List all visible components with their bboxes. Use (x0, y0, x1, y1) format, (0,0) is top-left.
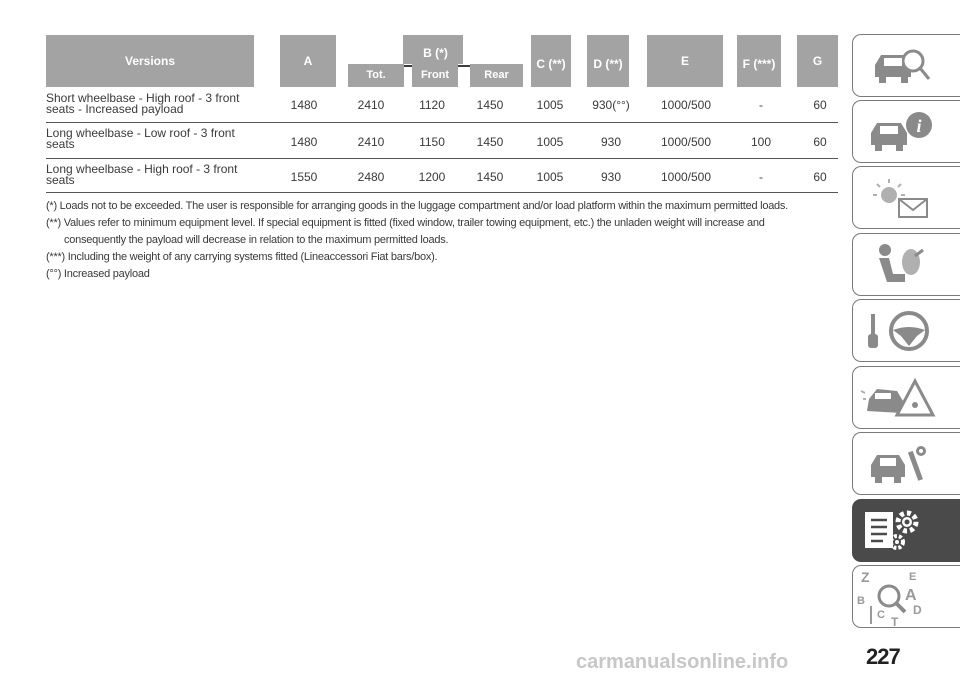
header-d: D (**) (587, 35, 629, 87)
cell-a: 1480 (290, 135, 318, 149)
index-letter: D (913, 603, 922, 617)
cell-f: - (759, 98, 763, 112)
header-b-rear: Rear (470, 64, 523, 87)
car-search-icon (853, 35, 960, 98)
watermark: carmanualsonline.info (576, 651, 789, 673)
warning-lights-message-icon (853, 167, 960, 230)
index-letter: T (891, 615, 899, 629)
header-f: F (***) (737, 35, 781, 87)
row-version: Short wheelbase - High roof - 3 front seats - Increased payload (46, 91, 240, 116)
header-e: E (647, 35, 723, 87)
seat-airbag-icon (853, 234, 960, 297)
cell-d: 930 (600, 135, 622, 149)
sidebar-tab-car-maintenance[interactable] (852, 432, 960, 495)
cell-front: 1150 (419, 135, 445, 149)
cell-g: 60 (813, 98, 827, 112)
cell-e: 1000/500 (660, 170, 712, 184)
index-letter: Z (861, 569, 870, 585)
alphabetical-index-icon (853, 566, 960, 629)
sidebar-tab-car-emergency[interactable] (852, 366, 960, 429)
cell-tot: 2410 (357, 135, 385, 149)
cell-tot: 2480 (357, 170, 385, 184)
table-row (46, 123, 838, 159)
sidebar-tab-technical-data[interactable] (852, 499, 960, 562)
index-letter: B (857, 595, 865, 607)
sidebar-tab-index[interactable] (852, 565, 960, 628)
svg-text:i: i (916, 116, 922, 136)
sidebar-tab-car-info[interactable] (852, 100, 960, 163)
index-letter: E (909, 571, 917, 583)
page-number: 227 (866, 644, 900, 669)
cell-c: 1005 (536, 135, 564, 149)
cell-g: 60 (813, 135, 827, 149)
car-emergency-triangle-icon (853, 367, 960, 430)
header-b-tot: Tot. (348, 64, 404, 87)
cell-d: 930(°°) (592, 98, 630, 112)
cell-g: 60 (813, 170, 827, 184)
row-version: Long wheelbase - High roof - 3 front seats (46, 162, 238, 187)
sidebar-tab-warning-lights[interactable] (852, 166, 960, 229)
row-version: Long wheelbase - Low roof - 3 front seats (46, 126, 235, 151)
sidebar-tab-key-steering[interactable] (852, 299, 960, 362)
technical-data-gears-icon (853, 500, 960, 563)
cell-f: - (759, 170, 763, 184)
cell-a: 1550 (290, 170, 318, 184)
table-row (46, 159, 838, 193)
footnote-loads: (*) Loads not to be exceeded. The user is responsible for arranging goods in the luggage compartment and/or load platform within the maximum permitted loads. (46, 200, 788, 212)
header-a: A (280, 35, 336, 87)
footnote-increased-payload: (°°) Increased payload (46, 268, 150, 280)
key-steering-wheel-icon (853, 300, 960, 363)
footnote-carrying-systems: (***) Including the weight of any carrying systems fitted (Lineaccessori Fiat bars/box). (46, 251, 438, 263)
header-b-front: Front (412, 64, 458, 87)
cell-front: 1200 (418, 170, 446, 184)
cell-rear: 1450 (476, 98, 504, 112)
footnote-equipment: (**) Values refer to minimum equipment level. If special equipment is fitted (fixed window, trailer towing equipment, etc.) the unladen weight will increase and (46, 217, 765, 229)
header-c: C (**) (531, 35, 571, 87)
cell-e: 1000/500 (660, 135, 712, 149)
cell-a: 1480 (290, 98, 318, 112)
car-info-icon (853, 101, 960, 164)
cell-d: 930 (600, 170, 622, 184)
header-b: B (*) (348, 35, 523, 65)
cell-rear: 1450 (476, 170, 504, 184)
footnote-equipment-cont: consequently the payload will decrease in relation to the maximum permitted loads. (64, 234, 449, 246)
cell-c: 1005 (536, 170, 564, 184)
car-maintenance-wrench-icon (853, 433, 960, 496)
cell-front: 1120 (419, 98, 445, 112)
index-letter: C (877, 609, 885, 621)
cell-c: 1005 (536, 98, 564, 112)
header-versions: Versions (46, 35, 254, 87)
cell-rear: 1450 (476, 135, 504, 149)
cell-tot: 2410 (357, 98, 385, 112)
table-row (46, 88, 838, 123)
cell-f: 100 (750, 135, 772, 149)
cell-e: 1000/500 (660, 98, 712, 112)
header-g: G (797, 35, 838, 87)
sidebar-tab-car-search[interactable] (852, 34, 960, 97)
index-letter: A (905, 587, 917, 604)
sidebar-tab-seat-airbag[interactable] (852, 233, 960, 296)
